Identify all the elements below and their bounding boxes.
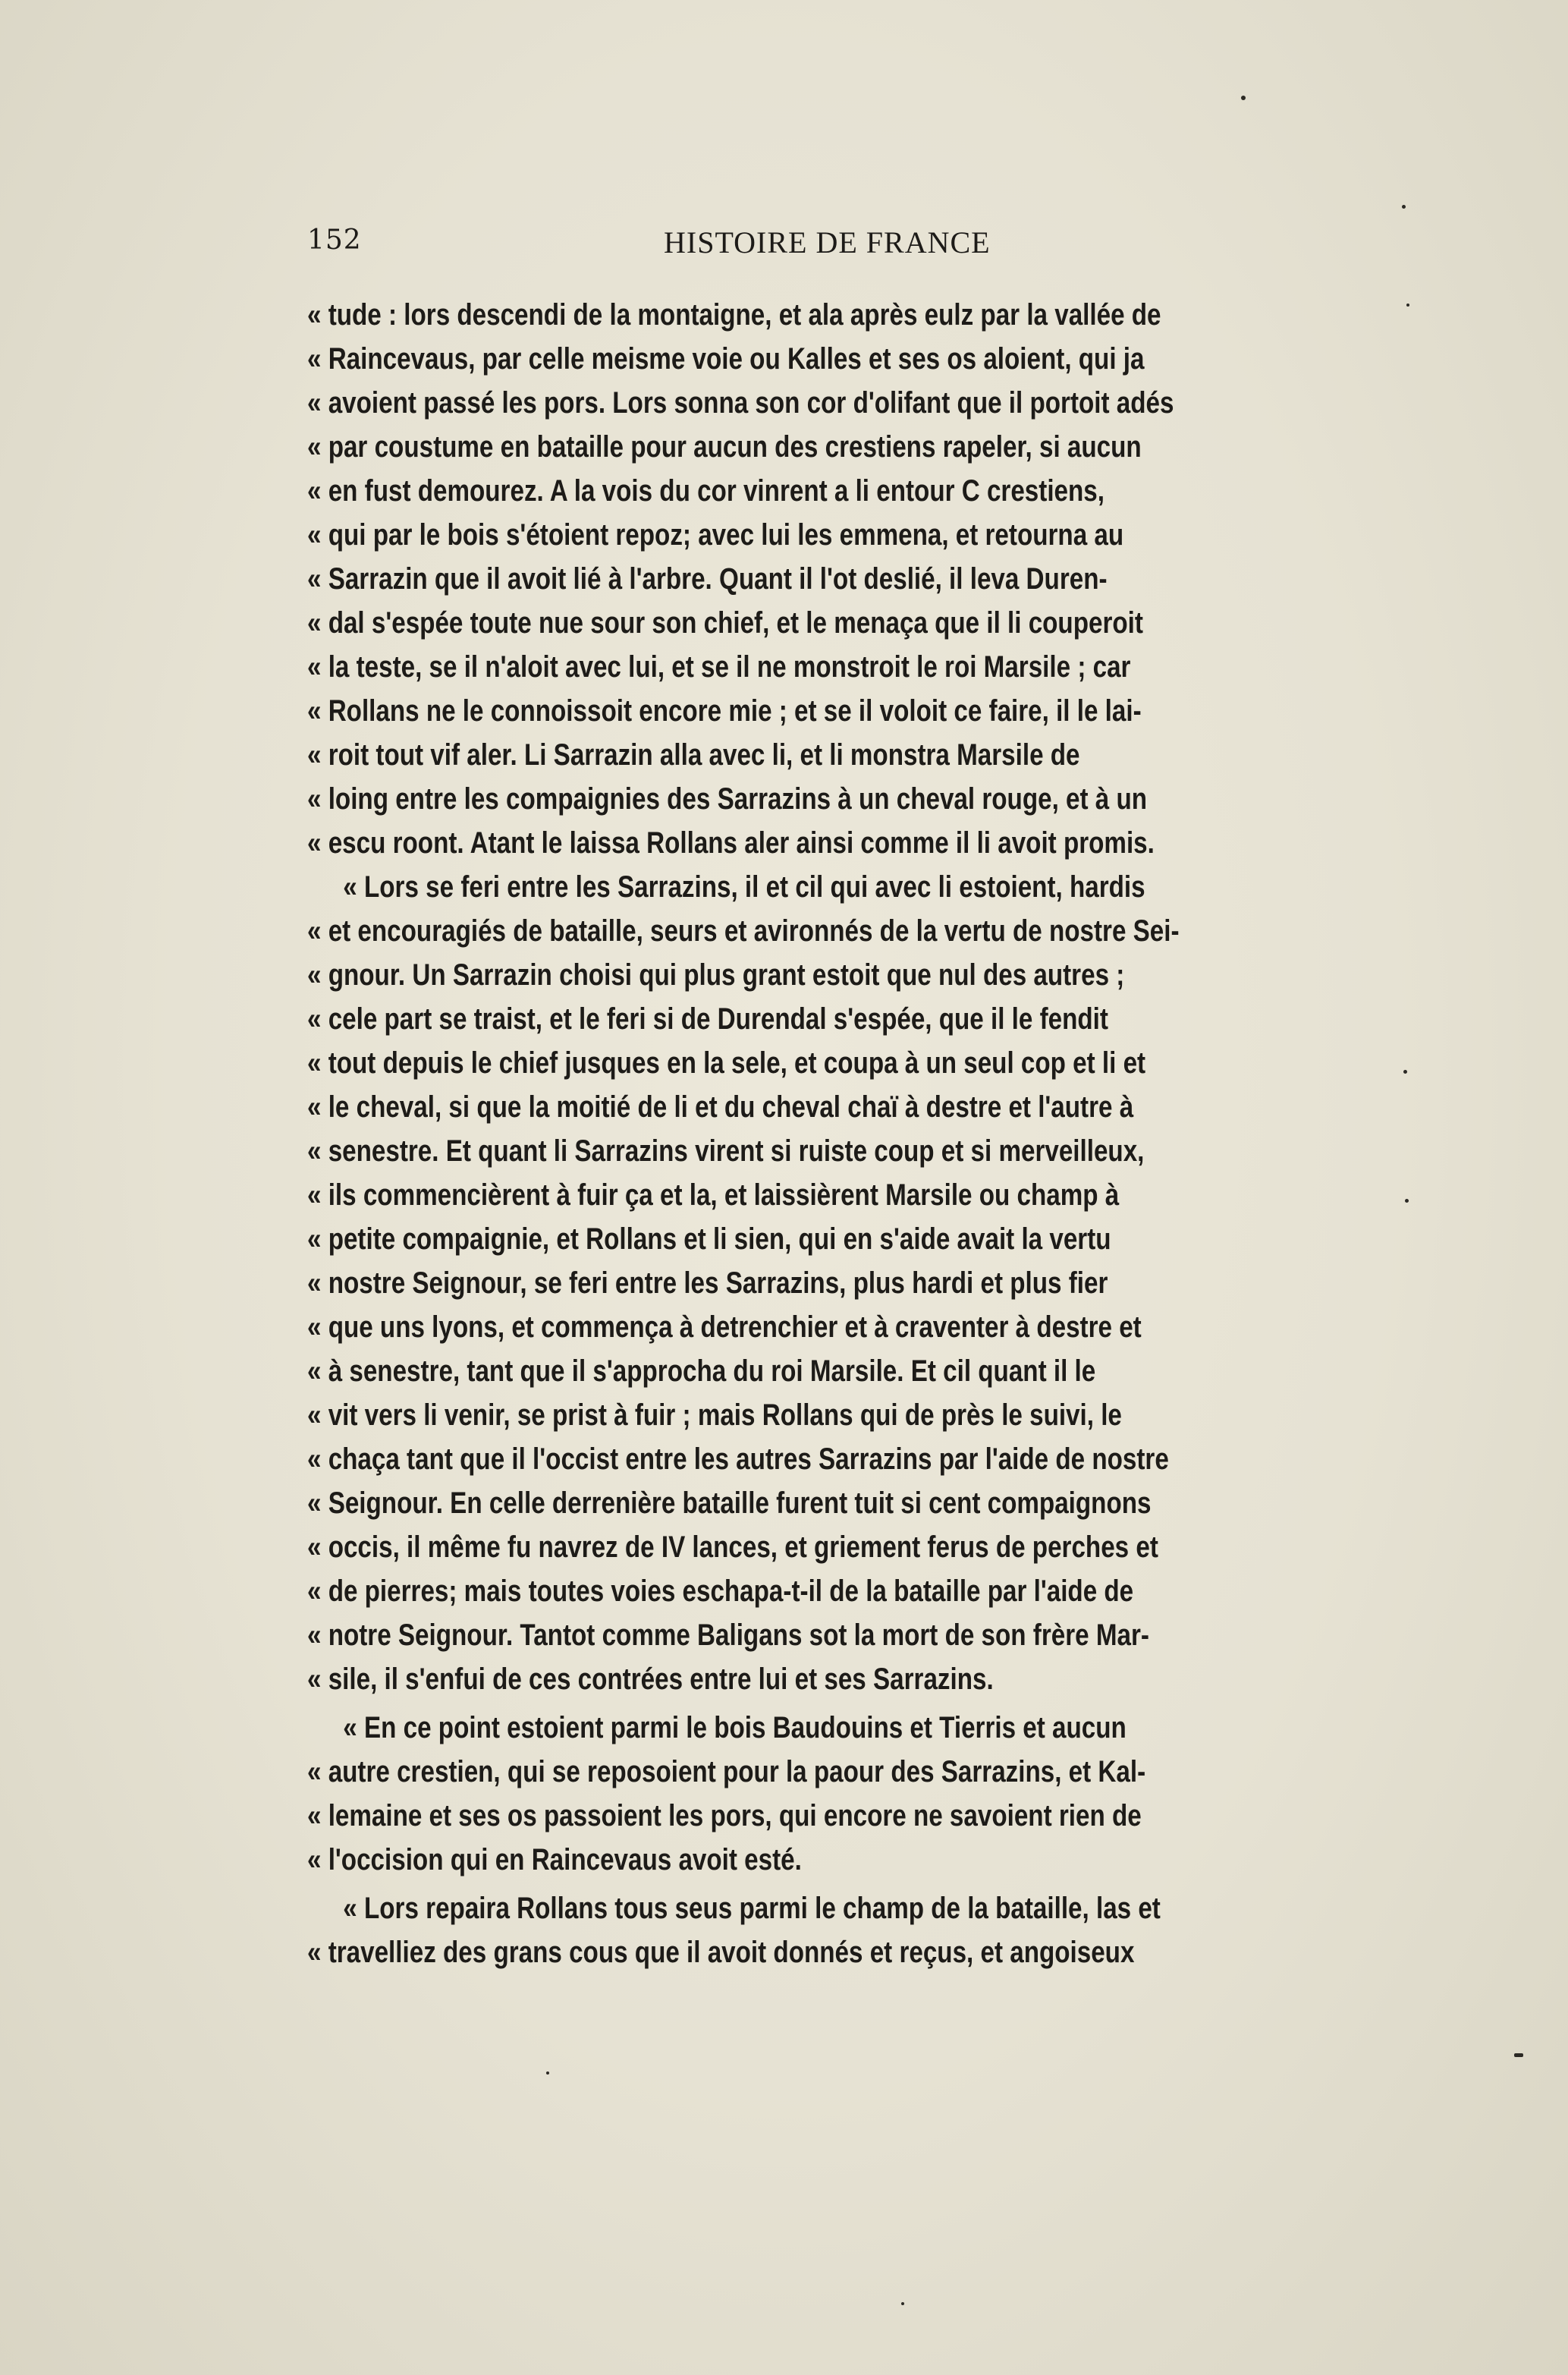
text-line: « tude : lors descendi de la montaigne, et ala après eulz par la vallée de bbox=[307, 298, 1161, 332]
text-line: « par coustume en bataille pour aucun des crestiens rapeler, si aucun bbox=[307, 430, 1142, 464]
text-line: « petite compaignie, et Rollans et li sien, qui en s'aide avait la vertu bbox=[307, 1222, 1111, 1256]
paper-speck bbox=[1241, 96, 1246, 100]
paper-speck bbox=[1402, 205, 1406, 209]
text-line: « autre crestien, qui se reposoient pour la paour des Sarrazins, et Kal- bbox=[307, 1755, 1146, 1788]
text-line: « nostre Seignour, se feri entre les Sarrazins, plus hardi et plus fier bbox=[307, 1266, 1108, 1300]
paper-speck bbox=[1405, 1199, 1409, 1203]
text-line: « dal s'espée toute nue sour son chief, et le menaça que il li couperoit bbox=[307, 606, 1143, 640]
text-line: « Raincevaus, par celle meisme voie ou Kalles et ses os aloient, qui ja bbox=[307, 342, 1145, 376]
text-line: « de pierres; mais toutes voies eschapa-t-il de la bataille par l'aide de bbox=[307, 1574, 1134, 1608]
paragraph-start-line: « Lors se feri entre les Sarrazins, il et cil qui avec li estoient, hardis bbox=[343, 870, 1145, 904]
text-line: « avoient passé les pors. Lors sonna son cor d'olifant que il portoit adés bbox=[307, 386, 1174, 420]
paper-speck bbox=[1403, 1070, 1407, 1074]
text-line: « sile, il s'enfui de ces contrées entre lui et ses Sarrazins. bbox=[307, 1662, 994, 1696]
text-line: « notre Seignour. Tantot comme Baligans sot la mort de son frère Mar- bbox=[307, 1618, 1149, 1652]
running-head bbox=[307, 225, 1377, 263]
body-text bbox=[307, 293, 1377, 1974]
text-line: « la teste, se il n'aloit avec lui, et se il ne monstroit le roi Marsile ; car bbox=[307, 650, 1131, 684]
text-line: « en fust demourez. A la vois du cor vinrent a li entour C crestiens, bbox=[307, 474, 1105, 508]
page-number: 152 bbox=[307, 225, 362, 256]
text-line: « qui par le bois s'étoient repoz; avec lui les emmena, et retourna au bbox=[307, 518, 1124, 552]
paragraph-start-line: « En ce point estoient parmi le bois Baudouins et Tierris et aucun bbox=[343, 1711, 1127, 1744]
paper-speck bbox=[1514, 2053, 1523, 2057]
text-line: « travelliez des grans cous que il avoit donnés et reçus, et angoiseux bbox=[307, 1936, 1135, 1969]
text-line: « cele part se traist, et le feri si de Durendal s'espée, que il le fendit bbox=[307, 1002, 1108, 1036]
text-line: « roit tout vif aler. Li Sarrazin alla avec li, et li monstra Marsile de bbox=[307, 738, 1080, 772]
text-line: « occis, il même fu navrez de IV lances, et griement ferus de perches et bbox=[307, 1530, 1158, 1564]
text-line: « tout depuis le chief jusques en la sele, et coupa à un seul cop et li et bbox=[307, 1046, 1146, 1080]
text-line: « Seignour. En celle derrenière bataille furent tuit si cent compaignons bbox=[307, 1486, 1152, 1520]
paragraph-start-line: « Lors repaira Rollans tous seus parmi le champ de la bataille, las et bbox=[343, 1892, 1161, 1925]
text-line: « chaça tant que il l'occist entre les autres Sarrazins par l'aide de nostre bbox=[307, 1442, 1169, 1476]
text-line: « l'occision qui en Raincevaus avoit esté. bbox=[307, 1843, 802, 1876]
paper-speck bbox=[546, 2071, 549, 2075]
text-line: « ils commencièrent à fuir ça et la, et laissièrent Marsile ou champ à bbox=[307, 1178, 1120, 1212]
text-line: « loing entre les compaignies des Sarrazins à un cheval rouge, et à un bbox=[307, 782, 1148, 816]
text-line: « gnour. Un Sarrazin choisi qui plus grant estoit que nul des autres ; bbox=[307, 958, 1125, 992]
text-line: « Sarrazin que il avoit lié à l'arbre. Quant il l'ot deslié, il leva Duren- bbox=[307, 562, 1108, 596]
text-line: « senestre. Et quant li Sarrazins virent si ruiste coup et si merveilleux, bbox=[307, 1134, 1145, 1168]
text-line: « et encouragiés de bataille, seurs et avironnés de la vertu de nostre Sei- bbox=[307, 914, 1180, 948]
paper-speck bbox=[901, 2302, 904, 2305]
text-line: « Rollans ne le connoissoit encore mie ; et se il voloit ce faire, il le lai- bbox=[307, 694, 1142, 728]
text-line: « escu roont. Atant le laissa Rollans aler ainsi comme il li avoit promis. bbox=[307, 826, 1155, 860]
running-title: HISTOIRE DE FRANCE bbox=[664, 225, 991, 260]
text-line: « le cheval, si que la moitié de li et du cheval chaï à destre et l'autre à bbox=[307, 1090, 1134, 1124]
text-line: « que uns lyons, et commença à detrenchier et à craventer à destre et bbox=[307, 1310, 1142, 1344]
paper-speck bbox=[1406, 304, 1409, 307]
text-line: « lemaine et ses os passoient les pors, qui encore ne savoient rien de bbox=[307, 1799, 1142, 1832]
text-line: « vit vers li venir, se prist à fuir ; mais Rollans qui de près le suivi, le bbox=[307, 1398, 1122, 1432]
text-line: « à senestre, tant que il s'approcha du roi Marsile. Et cil quant il le bbox=[307, 1354, 1096, 1388]
